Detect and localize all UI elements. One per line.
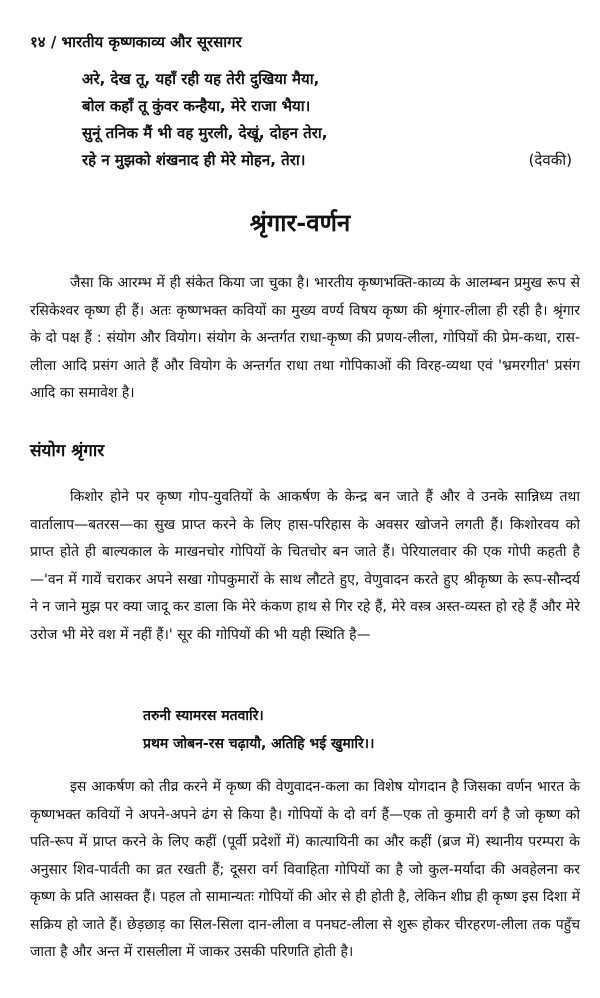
verse-block — [82, 66, 582, 174]
verse-line: बोल कहाँ तू कुंवर कन्हैया, मेरे राजा भैया। — [82, 97, 311, 115]
verse-line: अरे, देख तू, यहाँ रही यह तेरी दुखिया मैया, — [82, 70, 320, 88]
couplet-line: तरुनी स्यामरस मतवारि। — [143, 708, 264, 724]
couplet-line: प्रथम जोबन-रस चढ़ायौ, अतिहि भई खुमारि।। — [143, 736, 375, 752]
paragraph-sanyog: किशोर होने पर कृष्ण गोप-युवतियों के आकर्षण के केन्द्र बन जाते हैं और वे उनके सान्निध्य तथा वार्तालाप—बतरस—का सुख प्राप्त करने के लिए हास-परिहास के अवसर खोजने लगती हैं। किशोरवय को प्राप्त होते ही बाल्यकाल के माखनचोर गोपियों के चितचोर बन जाते हैं। पेरियालवार की एक गोपी कहती है—'वन में गायें चराकर अपने सखा गोपकुमारों के साथ लौटते हुए, वेणुवादन करते हुए श्रीकृष्ण के रूप-सौन्दर्य ने न जाने मुझ पर क्या जादू कर डाला कि मेरे कंकण हाथ से गिर रहे हैं, मेरे वस्त्र अस्त-व्यस्त हो रहे हैं और मेरे उरोज भी मेरे वश में नहीं हैं।' सूर की गोपियों की भी यही स्थिति है— — [30, 489, 580, 643]
page-header — [30, 32, 242, 52]
page-number: १४ — [30, 33, 46, 51]
verse-line: सुनूं तनिक मैं भी वह मुरली, देखूं, दोहन तेरा, — [82, 124, 328, 142]
verse-speaker: (देवकी) — [528, 151, 572, 169]
verse-line-last — [82, 147, 582, 174]
paragraph-intro: जैसा कि आरम्भ में ही संकेत किया जा चुका है। भारतीय कृष्णभक्ति-काव्य के आलम्बन प्रमुख रूप से रसिकेश्वर कृष्ण ही हैं। अतः कृष्णभक्त कवियों का मुख्य वर्ण्य विषय कृष्ण की श्रृंगार-लीला ही रही है। श्रृंगार के दो पक्ष हैं : संयोग और वियोग। संयोग के अन्तर्गत राधा-कृष्ण की प्रणय-लीला, गोपियों की प्रेम-कथा, रास-लीला आदि प्रसंग आते हैं और वियोग के अन्तर्गत राधा तथा गोपिकाओं की विरह-व्यथा एवं 'भ्रमरगीत' प्रसंग आदि का समावेश है। — [30, 275, 580, 401]
running-title: भारतीय कृष्णकाव्य और सूरसागर — [61, 33, 242, 51]
header-separator: / — [50, 33, 62, 51]
paragraph-venuvadan: इस आकर्षण को तीव्र करने में कृष्ण की वेणुवादन-कला का विशेष योगदान है जिसका वर्णन भारत के कृष्णभक्त कवियों ने अपने-अपने ढंग से किया है। गोपियों के दो वर्ग हैं—एक तो कुमारी वर्ग है जो कृष्ण को पति-रूप में प्राप्त करने के लिए कहीं (पूर्वी प्रदेशों में) कात्यायिनी का और कहीं (ब्रज में) स्थानीय परम्परा के अनुसार शिव-पार्वती का व्रत रखती हैं; दूसरा वर्ग विवाहिता गोपियों का है जो कुल-मर्यादा की अवहेलना कर कृष्ण के प्रति आसक्त हैं। पहल तो सामान्यतः गोपियों की ओर से ही होती है, लेकिन शीघ्र ही कृष्ण इस दिशा में सक्रिय हो जाते हैं। छेड़छाड़ का सिल-सिला दान-लीला व पनघट-लीला से शुरू होकर चीरहरण-लीला तक पहुँच जाता है और अन्त में रासलीला में जाकर उसकी परिणति होती है। — [30, 779, 580, 960]
couplet-block — [143, 702, 583, 758]
verse-line-text: रहे न मुझको शंखनाद ही मेरे मोहन, तेरा। — [82, 151, 306, 169]
section-title: श्रृंगार-वर्णन — [249, 208, 351, 237]
subsection-heading: संयोग श्रृंगार — [30, 441, 105, 461]
